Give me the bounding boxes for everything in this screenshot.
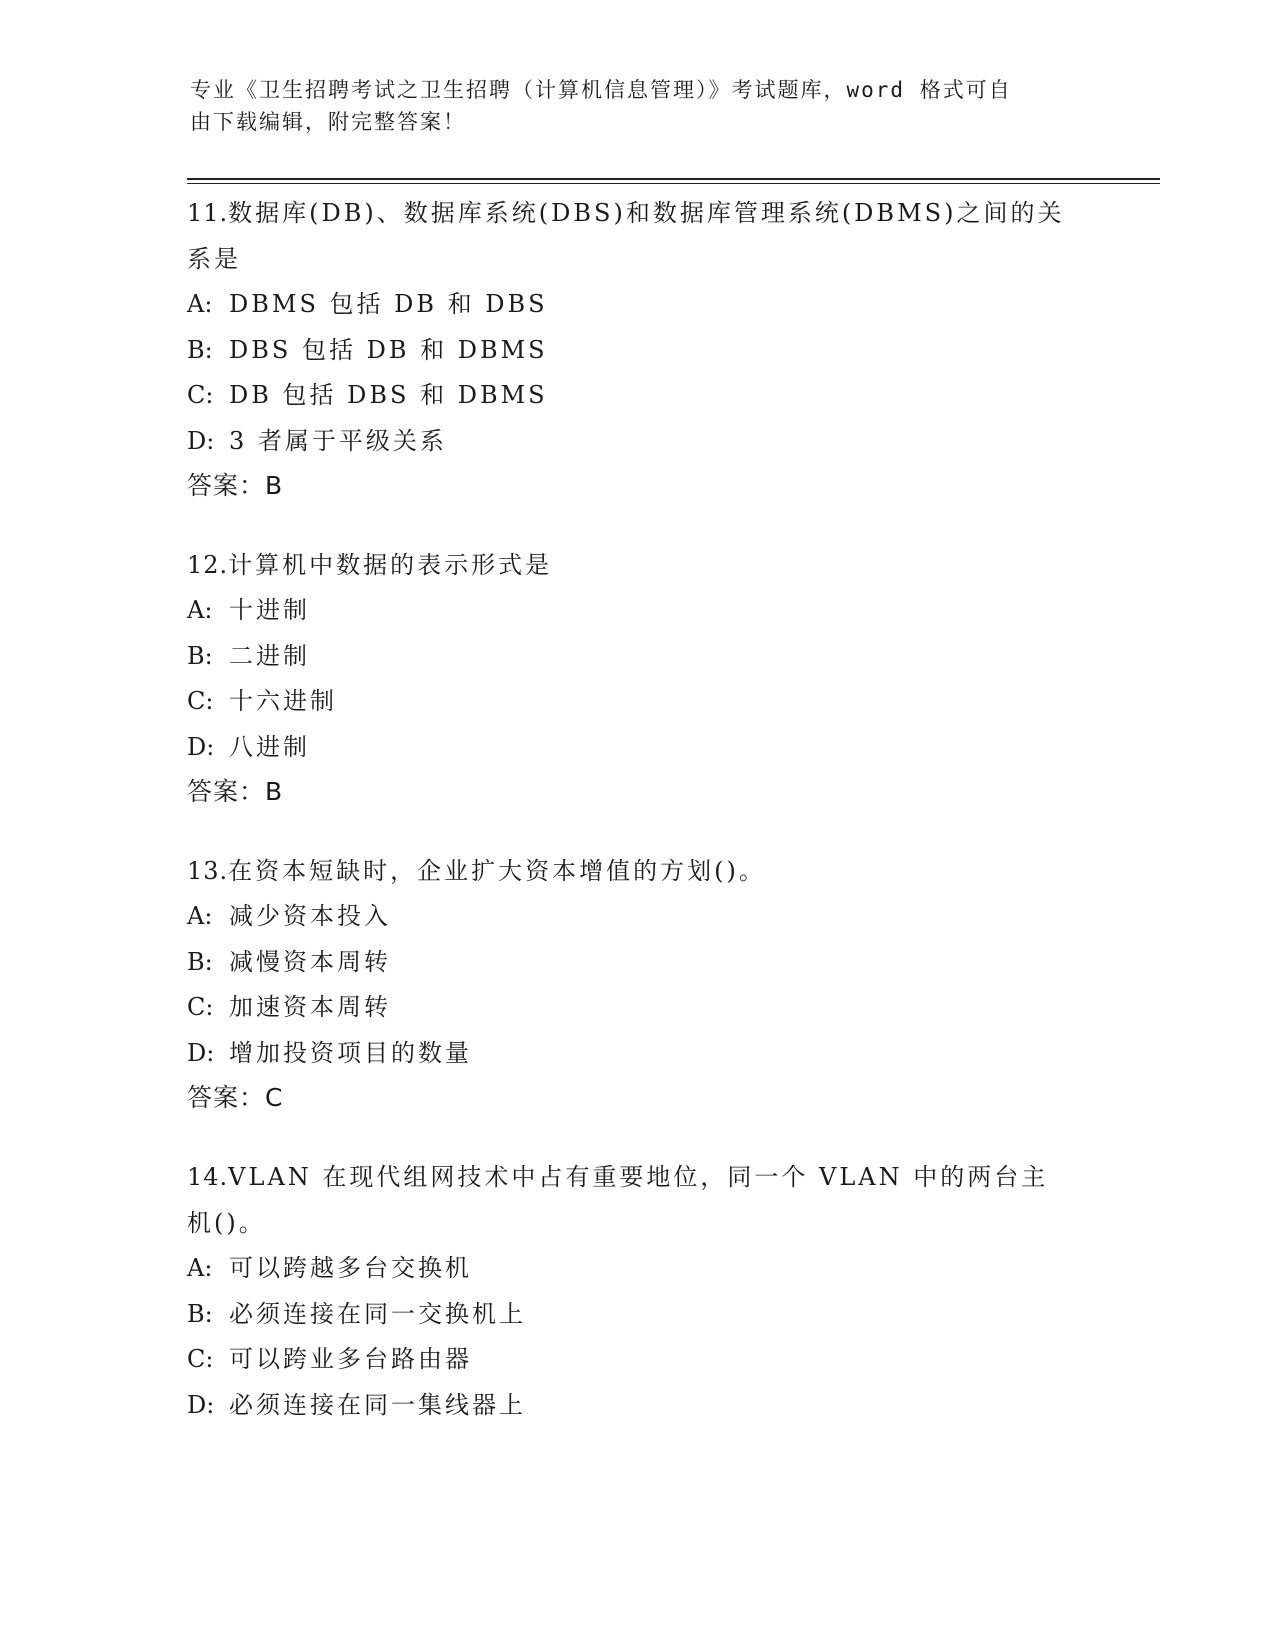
question-11 xyxy=(187,190,1087,508)
question-list xyxy=(187,190,1087,1462)
option-letter: A: xyxy=(187,290,213,318)
option-d xyxy=(187,725,1087,771)
answer-line: 答案：B xyxy=(187,471,284,500)
option-text: DBMS 包括 DB 和 DBS xyxy=(229,290,548,318)
option-text: 二进制 xyxy=(229,641,310,670)
document-header xyxy=(190,74,1070,138)
option-letter: D: xyxy=(187,732,215,761)
option-text: DB 包括 DBS 和 DBMS xyxy=(229,381,548,409)
option-letter: C: xyxy=(187,381,214,409)
option-a xyxy=(187,282,1087,328)
option-letter: B: xyxy=(187,1299,213,1328)
answer-line: 答案：B xyxy=(187,777,284,806)
option-b xyxy=(187,328,1087,374)
question-text xyxy=(187,848,1067,894)
question-number: 14. xyxy=(187,1163,229,1191)
question-stem: 数据库(DB)、数据库系统(DBS)和数据库管理系统(DBMS)之间的关系是 xyxy=(187,199,1065,273)
option-c xyxy=(187,1337,1087,1383)
question-stem: 计算机中数据的表示形式是 xyxy=(228,551,553,579)
header-line-1: 专业《卫生招聘考试之卫生招聘（计算机信息管理）》考试题库，word 格式可自 xyxy=(190,78,1012,102)
option-text: DBS 包括 DB 和 DBMS xyxy=(229,335,548,364)
option-text: 增加投资项目的数量 xyxy=(229,1038,472,1067)
question-stem: VLAN 在现代组网技术中占有重要地位，同一个 VLAN 中的两台主机()。 xyxy=(187,1163,1049,1237)
option-b xyxy=(187,1292,1087,1338)
option-a xyxy=(187,894,1087,940)
option-letter: B: xyxy=(187,335,213,364)
option-text: 十六进制 xyxy=(229,687,337,715)
header-line-2: 由下载编辑，附完整答案！ xyxy=(190,110,466,134)
question-number: 12. xyxy=(187,551,229,579)
option-b xyxy=(187,940,1087,986)
header-divider-thin xyxy=(187,183,1160,184)
option-text: 加速资本周转 xyxy=(229,993,391,1021)
option-letter: A: xyxy=(187,1254,213,1282)
option-letter: B: xyxy=(187,947,213,976)
option-c xyxy=(187,373,1087,419)
option-d xyxy=(187,419,1087,465)
option-text: 减慢资本周转 xyxy=(229,947,391,976)
option-text: 可以跨业多台路由器 xyxy=(229,1345,472,1373)
option-text: 3 者属于平级关系 xyxy=(229,426,447,455)
question-14 xyxy=(187,1154,1087,1428)
option-letter: C: xyxy=(187,687,214,715)
option-letter: C: xyxy=(187,993,214,1021)
option-letter: D: xyxy=(187,426,215,455)
option-a xyxy=(187,1246,1087,1292)
question-text xyxy=(187,542,1067,588)
option-a xyxy=(187,588,1087,634)
option-letter: D: xyxy=(187,1038,215,1067)
option-text: 减少资本投入 xyxy=(229,902,391,930)
option-letter: D: xyxy=(187,1390,215,1419)
option-b xyxy=(187,634,1087,680)
option-text: 十进制 xyxy=(229,596,310,624)
question-13 xyxy=(187,848,1087,1120)
option-letter: A: xyxy=(187,596,213,624)
question-stem: 在资本短缺时，企业扩大资本增值的方划()。 xyxy=(228,857,766,885)
question-text xyxy=(187,190,1067,282)
option-text: 必须连接在同一集线器上 xyxy=(229,1390,526,1419)
option-c xyxy=(187,985,1087,1031)
option-c xyxy=(187,679,1087,725)
option-text: 必须连接在同一交换机上 xyxy=(229,1299,526,1328)
question-number: 13. xyxy=(187,857,229,885)
header-divider-thick xyxy=(187,178,1160,180)
option-d xyxy=(187,1383,1087,1429)
question-12 xyxy=(187,542,1087,814)
option-letter: B: xyxy=(187,641,213,670)
question-number: 11. xyxy=(187,199,229,227)
option-letter: C: xyxy=(187,1345,214,1373)
option-text: 八进制 xyxy=(229,732,310,761)
answer-line: 答案：C xyxy=(187,1083,284,1112)
question-text xyxy=(187,1154,1067,1246)
option-text: 可以跨越多台交换机 xyxy=(229,1254,472,1282)
option-letter: A: xyxy=(187,902,213,930)
option-d xyxy=(187,1031,1087,1077)
